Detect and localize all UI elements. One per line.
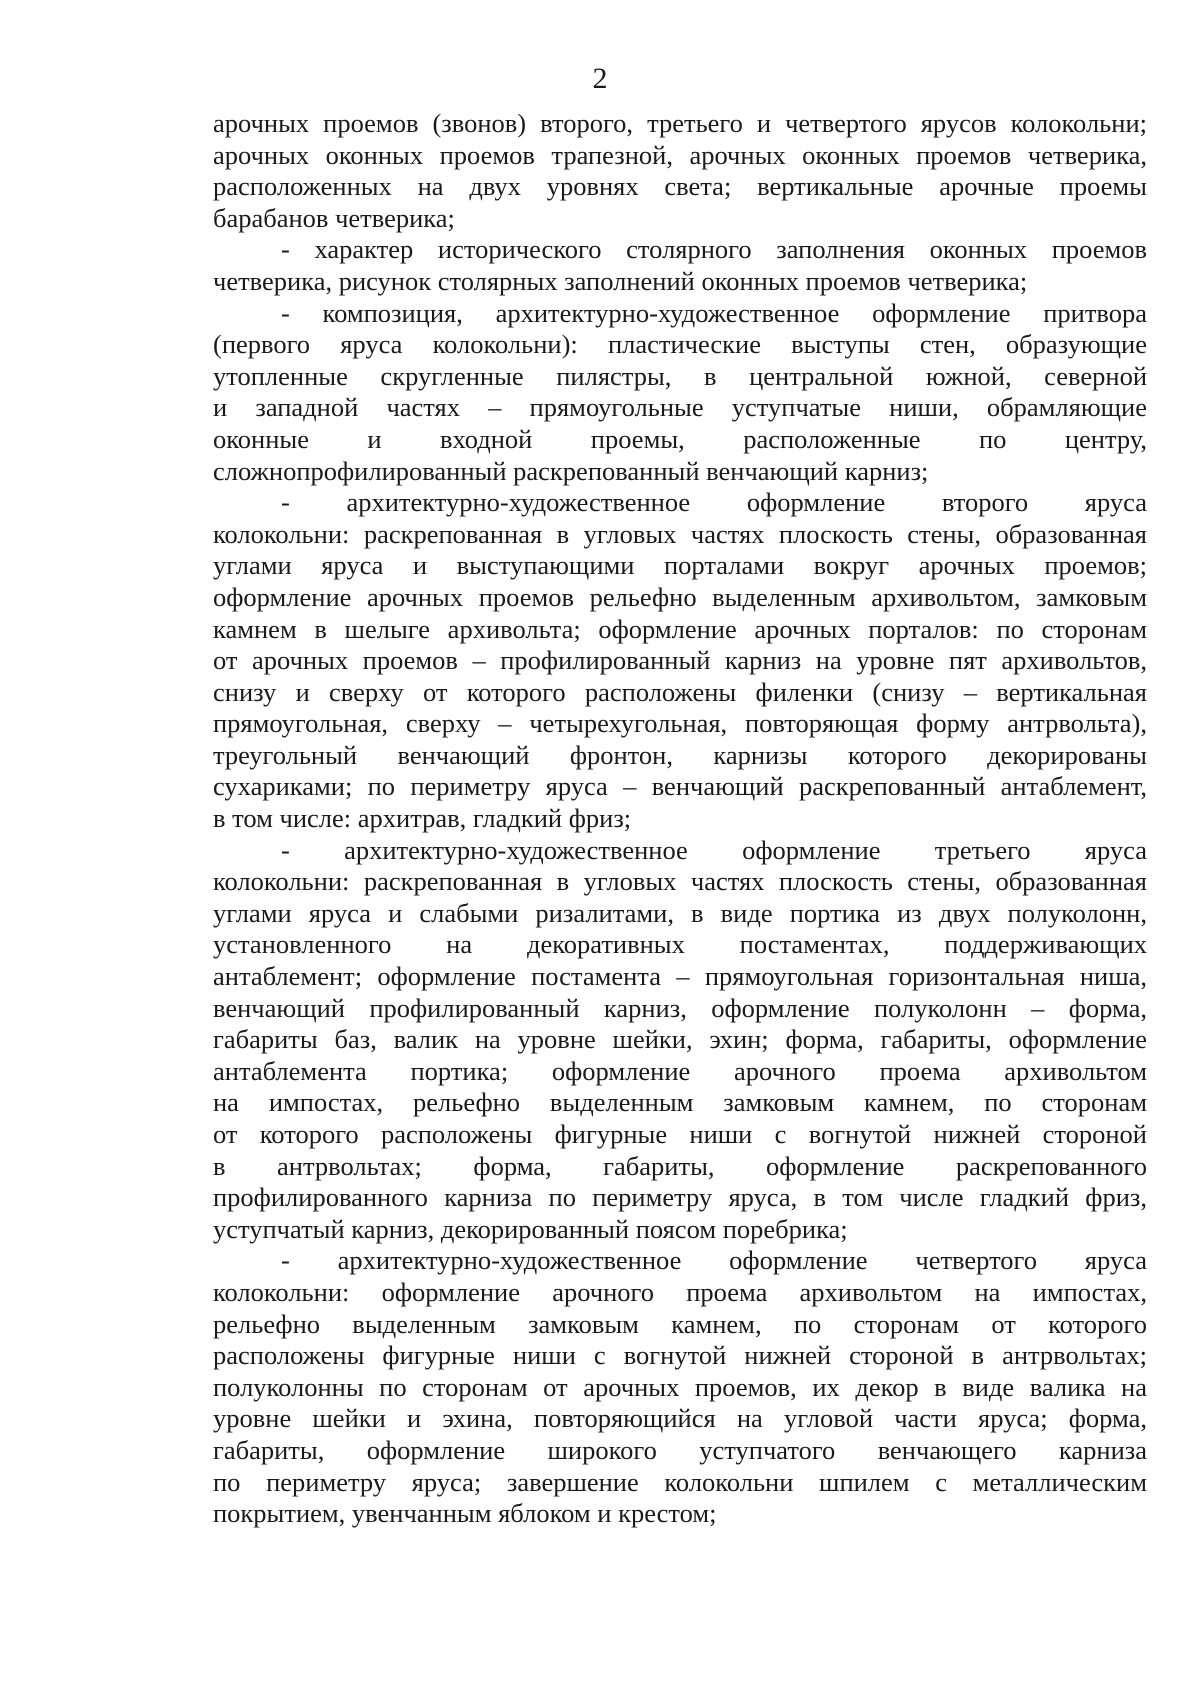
text-line: габариты, оформление широкого уступчатого венчающего карниза [213,1434,1147,1465]
text-line: утопленные скругленные пилястры, в центральной южной, северной [213,360,1147,391]
text-line: уступчатый карниз, декорированный поясом поребрика; [213,1213,848,1244]
text-line: установленного на декоративных постаментах, поддерживающих [213,929,1147,960]
text-line: оформление арочных проемов рельефно выделенным архивольтом, замковым [213,581,1147,612]
text-line: покрытием, увенчанным яблоком и крестом; [213,1498,717,1529]
text-line: от арочных проемов – профилированный карниз на уровне пят архивольтов, [213,645,1147,676]
text-line: расположены фигурные ниши с вогнутой нижней стороной в антрвольтах; [213,1340,1147,1371]
text-line: барабанов четверика; [213,202,455,233]
text-line: венчающий профилированный карниз, оформление полуколонн – форма, [213,992,1147,1023]
text-line: снизу и сверху от которого расположены филенки (снизу – вертикальная [213,676,1147,707]
text-line: антаблемент; оформление постамента – прямоугольная горизонтальная ниша, [213,961,1147,992]
text-line: - архитектурно-художественное оформление третьего яруса [281,834,1147,865]
text-line: арочных проемов (звонов) второго, третьего и четвертого ярусов колокольни; [213,108,1147,138]
text-line: по периметру яруса; завершение колокольни шпилем с металлическим [213,1466,1147,1497]
text-line: и западной частях – прямоугольные уступчатые ниши, обрамляющие [213,392,1147,423]
document-body [213,108,1147,1530]
text-line: треугольный венчающий фронтон, карнизы которого декорированы [213,739,1147,770]
text-line: колокольни: раскрепованная в угловых частях плоскость стены, образованная [213,518,1147,549]
text-line: от которого расположены фигурные ниши с вогнутой нижней стороной [213,1119,1147,1149]
text-line: в антрвольтах; форма, габариты, оформление раскрепованного [213,1150,1147,1181]
text-line: - архитектурно-художественное оформление второго яруса [281,487,1147,518]
text-line: - характер исторического столярного заполнения оконных проемов [281,234,1147,265]
text-line: арочных оконных проемов трапезной, арочных оконных проемов четверика, [213,139,1147,170]
text-line: - композиция, архитектурно-художественное оформление притвора [281,297,1147,328]
text-line: на импостах, рельефно выделенным замковым камнем, по сторонам [213,1087,1147,1118]
text-line: расположенных на двух уровнях света; вертикальные арочные проемы [213,171,1147,202]
text-line: углами яруса и выступающими порталами вокруг арочных проемов; [213,550,1147,581]
text-line: четверика, рисунок столярных заполнений оконных проемов четверика; [213,265,1028,296]
text-line: колокольни: оформление арочного проема архивольтом на импостах, [213,1276,1147,1307]
text-line: в том числе: архитрав, гладкий фриз; [213,803,632,834]
page-number: 2 [592,62,608,95]
text-line: оконные и входной проемы, расположенные по центру, [213,423,1147,454]
text-line: профилированного карниза по периметру яруса, в том числе гладкий фриз, [213,1182,1147,1213]
text-line: сложнопрофилированный раскрепованный венчающий карниз; [213,455,929,486]
text-line: уровне шейки и эхина, повторяющийся на угловой части яруса; форма, [213,1403,1147,1434]
text-line: антаблемента портика; оформление арочного проема архивольтом [213,1055,1147,1086]
text-line: рельефно выделенным замковым камнем, по сторонам от которого [213,1308,1147,1339]
text-line: (первого яруса колокольни): пластические выступы стен, образующие [213,329,1147,360]
text-line: габариты баз, валик на уровне шейки, эхин; форма, габариты, оформление [213,1024,1147,1055]
text-line: - архитектурно-художественное оформление четвертого яруса [281,1245,1147,1276]
text-line: сухариками; по периметру яруса – венчающий раскрепованный антаблемент, [213,771,1147,802]
text-line: полуколонны по сторонам от арочных проемов, их декор в виде валика на [213,1371,1147,1402]
text-line: прямоугольная, сверху – четырехугольная, повторяющая форму антрвольта), [213,708,1147,739]
text-line: камнем в шелыге архивольта; оформление арочных порталов: по сторонам [213,613,1147,644]
text-line: колокольни: раскрепованная в угловых частях плоскость стены, образованная [213,866,1147,897]
text-line: углами яруса и слабыми ризалитами, в виде портика из двух полуколонн, [213,897,1147,928]
